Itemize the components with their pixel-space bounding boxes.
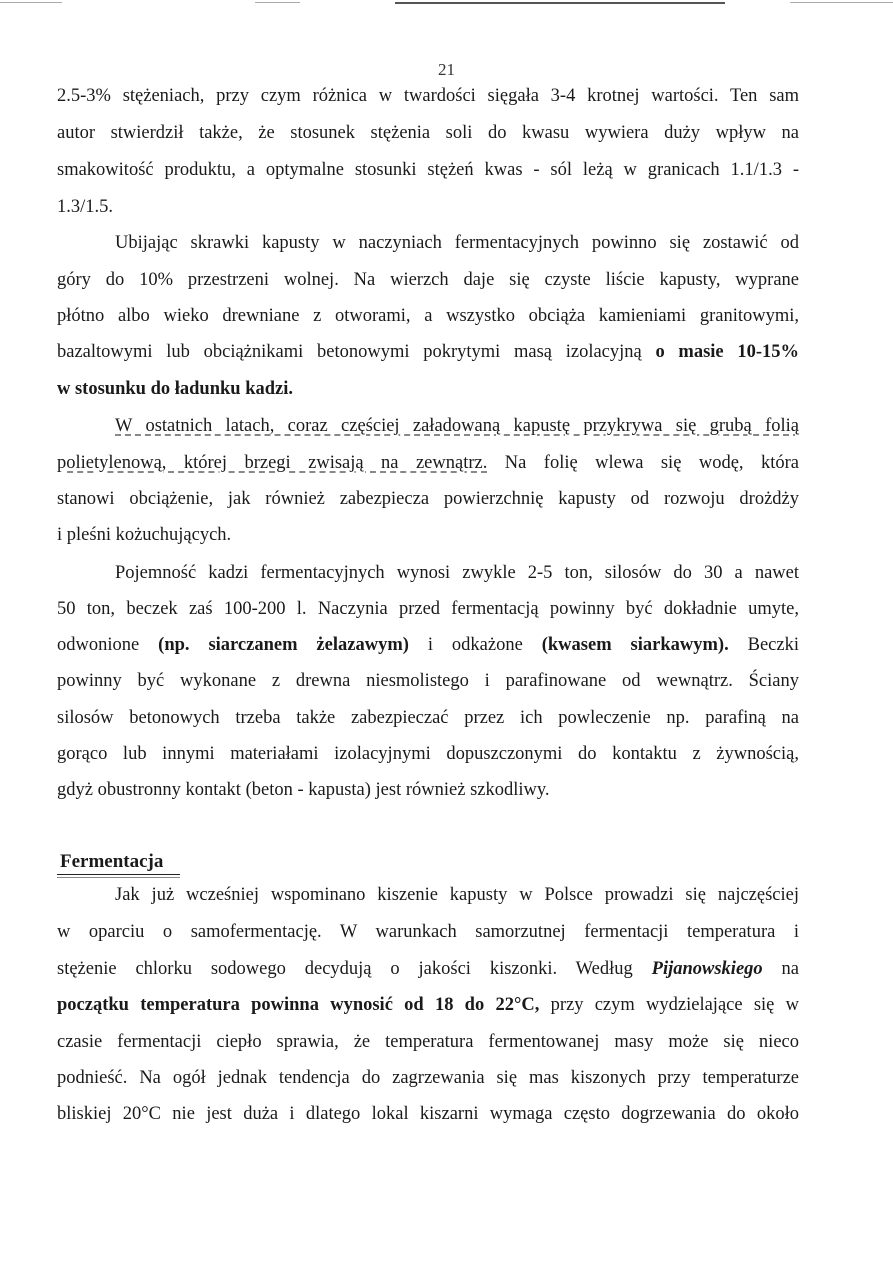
text-line bbox=[57, 340, 799, 364]
bold-text: początku temperatura powinna wynosić od 18 do 22°C, bbox=[57, 995, 540, 1015]
text-line: bliskiej 20°C nie jest duża i dlatego lokal kiszarni wymaga często dogrzewania do około bbox=[57, 1104, 799, 1124]
scan-artifact bbox=[255, 2, 300, 3]
text-span: przy czym wydzielające się w bbox=[539, 995, 799, 1015]
bold-text: (kwasem siarkawym). bbox=[541, 635, 729, 655]
text-line: gorąco lub innymi materiałami izolacyjnymi dopuszczonymi do kontaktu z żywnością, bbox=[57, 744, 799, 764]
text-line bbox=[57, 957, 799, 981]
text-line: smakowitość produktu, a optymalne stosunki stężeń kwas - sól leżą w granicach 1.1/1.3 - bbox=[57, 160, 799, 180]
text-line: 50 ton, beczek zaś 100-200 l. Naczynia przed fermentacją powinny być dokładnie umyte, bbox=[57, 599, 799, 619]
text-line: autor stwierdził także, że stosunek stężenia soli do kwasu wywiera duży wpływ na bbox=[57, 123, 799, 143]
text-line: czasie fermentacji ciepło sprawia, że temperatura fermentowanej masy może się nieco bbox=[57, 1032, 799, 1052]
text-span: i odkażone bbox=[408, 635, 542, 655]
scan-artifact bbox=[790, 2, 893, 3]
author-name: Pijanowskiego bbox=[651, 959, 763, 979]
heading-underline bbox=[57, 877, 180, 878]
text-line: stanowi obciążenie, jak również zabezpiecza powierzchnię kapusty od rozwoju drożdży bbox=[57, 489, 799, 509]
scan-artifact bbox=[395, 2, 725, 4]
text-line: 1.3/1.5. bbox=[57, 197, 114, 217]
text-line: silosów betonowych trzeba także zabezpieczać przez ich powleczenie np. parafiną na bbox=[57, 708, 799, 728]
text-span: stężenie chlorku sodowego decydują o jakości kiszonki. Według bbox=[57, 959, 652, 979]
bold-text: (np. siarczanem żelazawym) bbox=[158, 635, 409, 655]
text-line bbox=[57, 377, 799, 401]
text-line: góry do 10% przestrzeni wolnej. Na wierzch daje się czyste liście kapusty, wyprane bbox=[57, 270, 799, 290]
page-number: 21 bbox=[438, 60, 455, 79]
heading-underline bbox=[57, 874, 180, 875]
text-span: bazaltowymi lub obciążnikami betonowymi pokrytymi masą izolacyjną bbox=[57, 342, 656, 362]
section-heading: Fermentacja bbox=[60, 851, 164, 872]
text-span: na bbox=[762, 959, 799, 979]
text-line: Jak już wcześniej wspominano kiszenie kapusty w Polsce prowadzi się najczęściej bbox=[115, 885, 799, 905]
text-line: powinny być wykonane z drewna niesmolistego i parafinowane od wewnątrz. Ściany bbox=[57, 671, 799, 691]
text-line: Pojemność kadzi fermentacyjnych wynosi zwykle 2-5 ton, silosów do 30 a nawet bbox=[115, 563, 799, 583]
scan-artifact bbox=[0, 2, 62, 3]
text-line: i pleśni kożuchujących. bbox=[57, 525, 232, 545]
underlined-text: W ostatnich latach, coraz częściej załadowaną kapustę przykrywa się grubą folią bbox=[115, 416, 799, 436]
bold-text: o masie 10-15% bbox=[655, 342, 800, 362]
text-line: płótno albo wieko drewniane z otworami, a wszystko obciąża kamieniami granitowymi, bbox=[57, 306, 799, 326]
text-line bbox=[57, 633, 799, 657]
text-span: odwonione bbox=[57, 635, 159, 655]
text-line: 2.5-3% stężeniach, przy czym różnica w twardości sięgała 3-4 krotnej wartości. Ten sam bbox=[57, 86, 799, 106]
text-line: w oparciu o samofermentację. W warunkach samorzutnej fermentacji temperatura i bbox=[57, 922, 799, 942]
text-span: Beczki bbox=[728, 635, 799, 655]
text-span: Na folię wlewa się wodę, która bbox=[487, 453, 799, 473]
text-line: Ubijając skrawki kapusty w naczyniach fermentacyjnych powinno się zostawić od bbox=[115, 233, 799, 253]
text-line bbox=[57, 451, 799, 475]
text-line: gdyż obustronny kontakt (beton - kapusta) jest również szkodliwy. bbox=[57, 780, 550, 800]
text-line: podnieść. Na ogół jednak tendencja do zagrzewania się mas kiszonych przy temperaturze bbox=[57, 1068, 799, 1088]
underlined-text: polietylenową, której brzegi zwisają na zewnątrz. bbox=[57, 453, 488, 473]
text-line bbox=[57, 993, 799, 1017]
bold-text: w stosunku do ładunku kadzi. bbox=[57, 379, 294, 399]
text-line bbox=[115, 414, 799, 438]
